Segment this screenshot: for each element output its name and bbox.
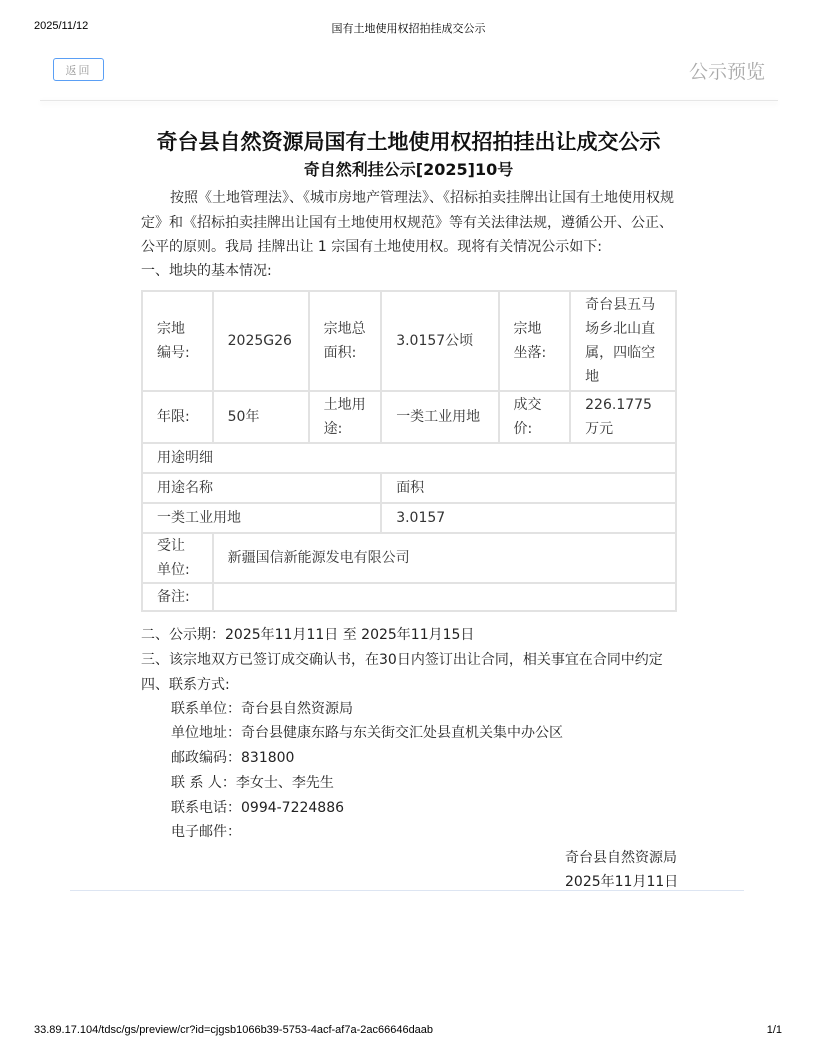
- table-row: [142, 583, 676, 611]
- contact-email: 电子邮件：: [171, 824, 241, 840]
- grantee-label: 受让单位:: [142, 533, 213, 583]
- area-label: 宗地总面积:: [309, 291, 382, 391]
- preview-label: 公示预览: [688, 61, 765, 83]
- print-footer-url: 33.89.17.104/tdsc/gs/preview/cr?id=cjgsb1066b39-5753-4acf-af7a-2ac66646daab: [34, 1024, 434, 1036]
- contact-phone: 联系电话：0994-7224886: [171, 800, 345, 816]
- table-row: [142, 443, 676, 473]
- parcel-no-value: 2025G26: [213, 291, 309, 391]
- contact-address: 单位地址：奇台县健康东路与东关街交汇处县直机关集中办公区: [171, 725, 563, 741]
- area-value: 3.0157公顷: [381, 291, 498, 391]
- location-value: 奇台县五马场乡北山直属，四临空地: [570, 291, 676, 391]
- section-2-period: 二、公示期：2025年11月11日 至 2025年11月15日: [141, 627, 475, 643]
- price-value: 226.1775万元: [570, 391, 676, 443]
- contact-person: 联 系 人：李女士、李先生: [171, 775, 334, 791]
- use-detail-label: 用途明细: [142, 443, 676, 473]
- use-area-value: 3.0157: [381, 503, 676, 533]
- contact-postcode: 邮政编码：831800: [171, 750, 295, 766]
- bottom-divider: [70, 890, 744, 891]
- signature-org: 奇台县自然资源局: [565, 850, 677, 866]
- table-row: [142, 473, 676, 503]
- use-value: 一类工业用地: [381, 391, 498, 443]
- table-row: [142, 291, 676, 391]
- signature-date: 2025年11月11日: [565, 874, 679, 890]
- section-1-heading: 一、地块的基本情况:: [141, 263, 272, 279]
- location-label: 宗地坐落:: [499, 291, 571, 391]
- table-row: [142, 391, 676, 443]
- use-label: 土地用途:: [309, 391, 382, 443]
- grantee-value: 新疆国信新能源发电有限公司: [213, 533, 676, 583]
- header-divider: [40, 100, 778, 101]
- table-row: [142, 533, 676, 583]
- intro-text: 按照《土地管理法》、《城市房地产管理法》、《招标拍卖挂牌出让国有土地使用权规定》和《招标拍卖挂牌出让国有土地使用权规范》等有关法律法规，遵循公开、公正、公平的原则。我局 挂牌出让 1 宗国有土地使用权。现将有关情况公示如下:: [141, 190, 674, 255]
- term-value: 50年: [213, 391, 309, 443]
- parcel-no-label: 宗地编号:: [142, 291, 213, 391]
- back-button[interactable]: 返回: [53, 58, 104, 81]
- use-name-value: 一类工业用地: [142, 503, 381, 533]
- remark-value: [213, 583, 676, 611]
- parcel-info-table: [141, 290, 677, 612]
- remark-label: 备注:: [142, 583, 213, 611]
- print-header-date: 2025/11/12: [34, 20, 89, 32]
- section-4-heading: 四、联系方式:: [141, 677, 230, 693]
- document-subtitle: 奇自然利挂公示[2025]10号: [303, 160, 514, 179]
- document-title: 奇台县自然资源局国有土地使用权招拍挂出让成交公示: [156, 130, 661, 154]
- use-name-header: 用途名称: [142, 473, 381, 503]
- contact-unit: 联系单位：奇台县自然资源局: [171, 701, 353, 717]
- section-3-contract: 三、该宗地双方已签订成交确认书，在30日内签订出让合同，相关事宜在合同中约定: [141, 652, 663, 668]
- use-area-header: 面积: [381, 473, 676, 503]
- intro-paragraph: [141, 186, 681, 260]
- table-row: [142, 503, 676, 533]
- print-header-title: 国有土地使用权招拍挂成交公示: [331, 22, 486, 35]
- print-footer-page: 1/1: [766, 1024, 782, 1036]
- term-label: 年限:: [142, 391, 213, 443]
- price-label: 成交价:: [499, 391, 571, 443]
